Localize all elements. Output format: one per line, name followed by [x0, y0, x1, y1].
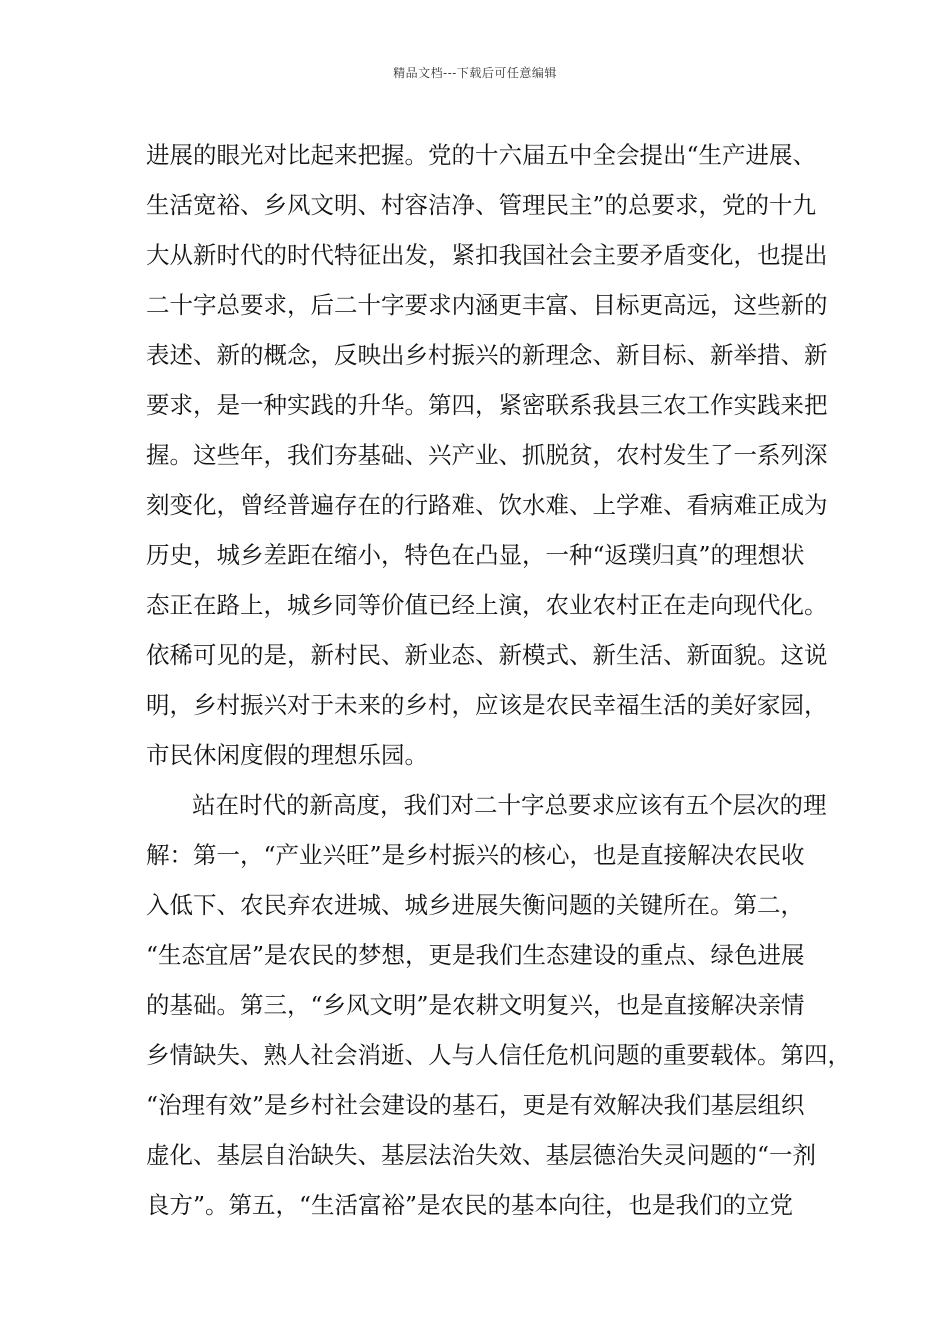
- text-line: 生活宽裕、乡风文明、村容洁净、管理民主”的总要求，党的十九: [146, 191, 817, 219]
- text-line: 要求，是一种实践的升华。第四，紧密联系我县三农工作实践来把: [146, 391, 828, 419]
- text-line: 表述、新的概念，反映出乡村振兴的新理念、新目标、新举措、新: [146, 341, 828, 369]
- text-line: “生态宜居”是农民的梦想，更是我们生态建设的重点、绿色进展: [146, 941, 805, 969]
- text-line: 明，乡村振兴对于未来的乡村，应该是农民幸福生活的美好家园，: [146, 691, 828, 719]
- text-line: “治理有效”是乡村社会建设的基石，更是有效解决我们基层组织: [146, 1091, 805, 1119]
- text-line: 的基础。第三，“乡风文明”是农耕文明复兴，也是直接解决亲情: [146, 991, 805, 1019]
- text-line: 进展的眼光对比起来把握。党的十六届五中全会提出“生产进展、: [146, 141, 817, 169]
- text-line: 握。这些年，我们夯基础、兴产业、抓脱贫，农村发生了一系列深: [146, 441, 828, 469]
- page-header: 精品文档---下载后可任意编辑: [393, 66, 557, 80]
- text-line: 刻变化，曾经普遍存在的行路难、饮水难、上学难、看病难正成为: [146, 491, 828, 519]
- text-line: 入低下、农民弃农进城、城乡进展失衡问题的关键所在。第二，: [146, 891, 804, 919]
- text-line: 解：第一，“产业兴旺”是乡村振兴的核心，也是直接解决农民收: [146, 841, 805, 869]
- document-body: [146, 130, 851, 1230]
- text-line: 态正在路上，城乡同等价值已经上演，农业农村正在走向现代化。: [146, 591, 828, 619]
- text-line: 虚化、基层自治缺失、基层法治失效、基层德治失灵问题的“一剂: [146, 1141, 817, 1169]
- paragraph-2: [146, 780, 851, 1230]
- paragraph-1: [146, 130, 826, 780]
- text-line: 大从新时代的时代特征出发，紧扣我国社会主要矛盾变化，也提出: [146, 241, 828, 269]
- text-line: 市民休闲度假的理想乐园。: [146, 741, 428, 769]
- text-line: 历史，城乡差距在缩小，特色在凸显，一种“返璞归真”的理想状: [146, 541, 805, 569]
- text-line: 乡情缺失、熟人社会消逝、人与人信任危机问题的重要载体。第四，: [146, 1041, 851, 1069]
- text-line: 良方”。第五，“生活富裕”是农民的基本向往，也是我们的立党: [146, 1191, 794, 1219]
- text-line: 站在时代的新高度，我们对二十字总要求应该有五个层次的理: [192, 791, 827, 819]
- text-line: 依稀可见的是，新村民、新业态、新模式、新生活、新面貌。这说: [146, 641, 828, 669]
- text-line: 二十字总要求，后二十字要求内涵更丰富、目标更高远，这些新的: [146, 291, 828, 319]
